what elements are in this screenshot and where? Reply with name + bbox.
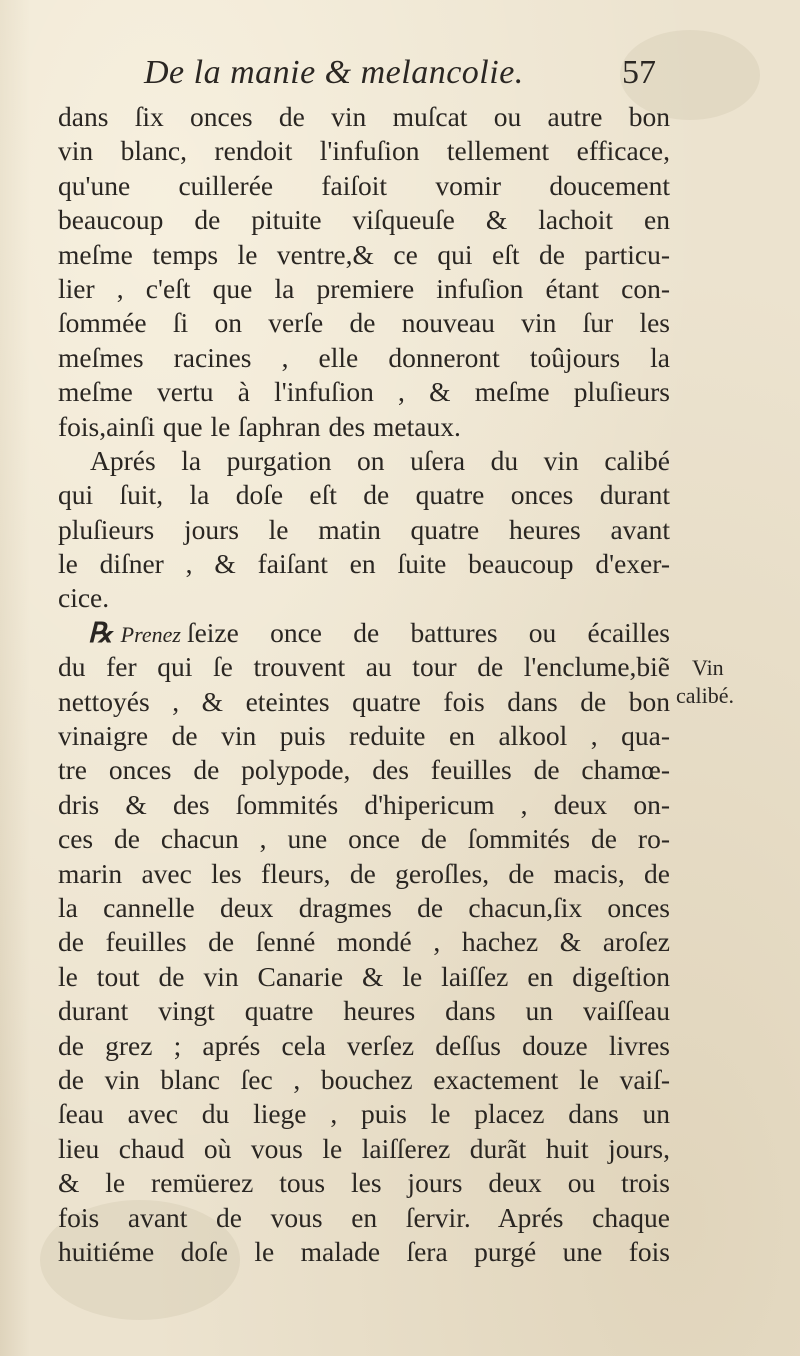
text-line: la cannelle deux dragmes de chacun,ſix onces [58,891,670,923]
text-line: tre onces de polypode, des feuilles de chamœ- [58,754,670,786]
text-line: beaucoup de pituite viſqueuſe & lachoit en [58,204,670,236]
text-line: le diſner , & faiſant en ſuite beaucoup d'exer- [58,548,670,580]
text-line: vin blanc, rendoit l'infuſion tellement efficace, [58,135,670,167]
text-line: nettoyés , & eteintes quatre fois dans de bon [58,685,670,717]
text-line: lieu chaud où vous le laiſſerez durãt huit jours, [58,1132,670,1164]
recipe-first-line [58,616,670,650]
text-line: ſeau avec du liege , puis le placez dans un [58,1098,670,1130]
text-line: qui ſuit, la doſe eſt de quatre onces durant [58,479,670,511]
page-number: 57 [622,54,656,91]
text-line: qu'une cuillerée faiſoit vomir doucement [58,169,670,201]
text-line: meſme vertu à l'infuſion , & meſme pluſieurs [58,376,670,408]
page-header [60,52,660,100]
main-text [58,100,670,1269]
margin-note-line: calibé. [676,683,735,708]
text-line: de vin blanc ſec , bouchez exactement le vaiſ- [58,1063,670,1095]
running-title: De la manie & melancolie. [144,54,524,91]
text-line: Aprés la purgation on uſera du vin calibé [90,444,670,476]
text-line: pluſieurs jours le matin quatre heures avant [58,513,670,545]
text-line: vinaigre de vin puis reduite en alkool , qua- [58,720,670,752]
text-line: fois,ainſi que le ſaphran des metaux. [58,410,461,442]
recipe-lead-word: Prenez [120,621,181,647]
text-line: & le remüerez tous les jours deux ou trois [58,1167,670,1199]
text-line: meſmes racines , elle donneront toûjours la [58,341,670,373]
text-line: dris & des ſommités d'hipericum , deux on- [58,788,670,820]
text-line: fois avant de vous en ſervir. Aprés chaque [58,1201,670,1233]
text-line: de feuilles de ſenné mondé , hachez & aroſez [58,926,670,958]
text-line: cice. [58,582,110,614]
text-line: le tout de vin Canarie & le laiſſez en digeſtion [58,960,670,992]
margin-note-line: Vin [692,655,724,680]
recipe-first-line-text: ſeize once de battures ou écailles [186,616,670,648]
text-line: durant vingt quatre heures dans un vaiſſeau [58,995,670,1027]
recipe-symbol: ℞ [88,616,113,648]
text-line: huitiéme doſe le malade ſera purgé une fois [58,1235,670,1267]
text-line: ſommée ſi on verſe de nouveau vin ſur les [58,307,670,339]
text-line: dans ſix onces de vin muſcat ou autre bon [58,101,670,132]
text-line: de grez ; aprés cela verſez deſſus douze livres [58,1029,670,1061]
text-line: ces de chacun , une once de ſommités de ro- [58,823,670,855]
text-line: marin avec les fleurs, de geroſles, de macis, de [58,857,670,889]
margin-note [676,654,786,710]
text-line: du fer qui ſe trouvent au tour de l'enclume,biẽ [58,651,670,683]
text-line: lier , c'eſt que la premiere infuſion étant con- [58,272,670,304]
text-line: meſme temps le ventre,& ce qui eſt de particu- [58,238,670,270]
